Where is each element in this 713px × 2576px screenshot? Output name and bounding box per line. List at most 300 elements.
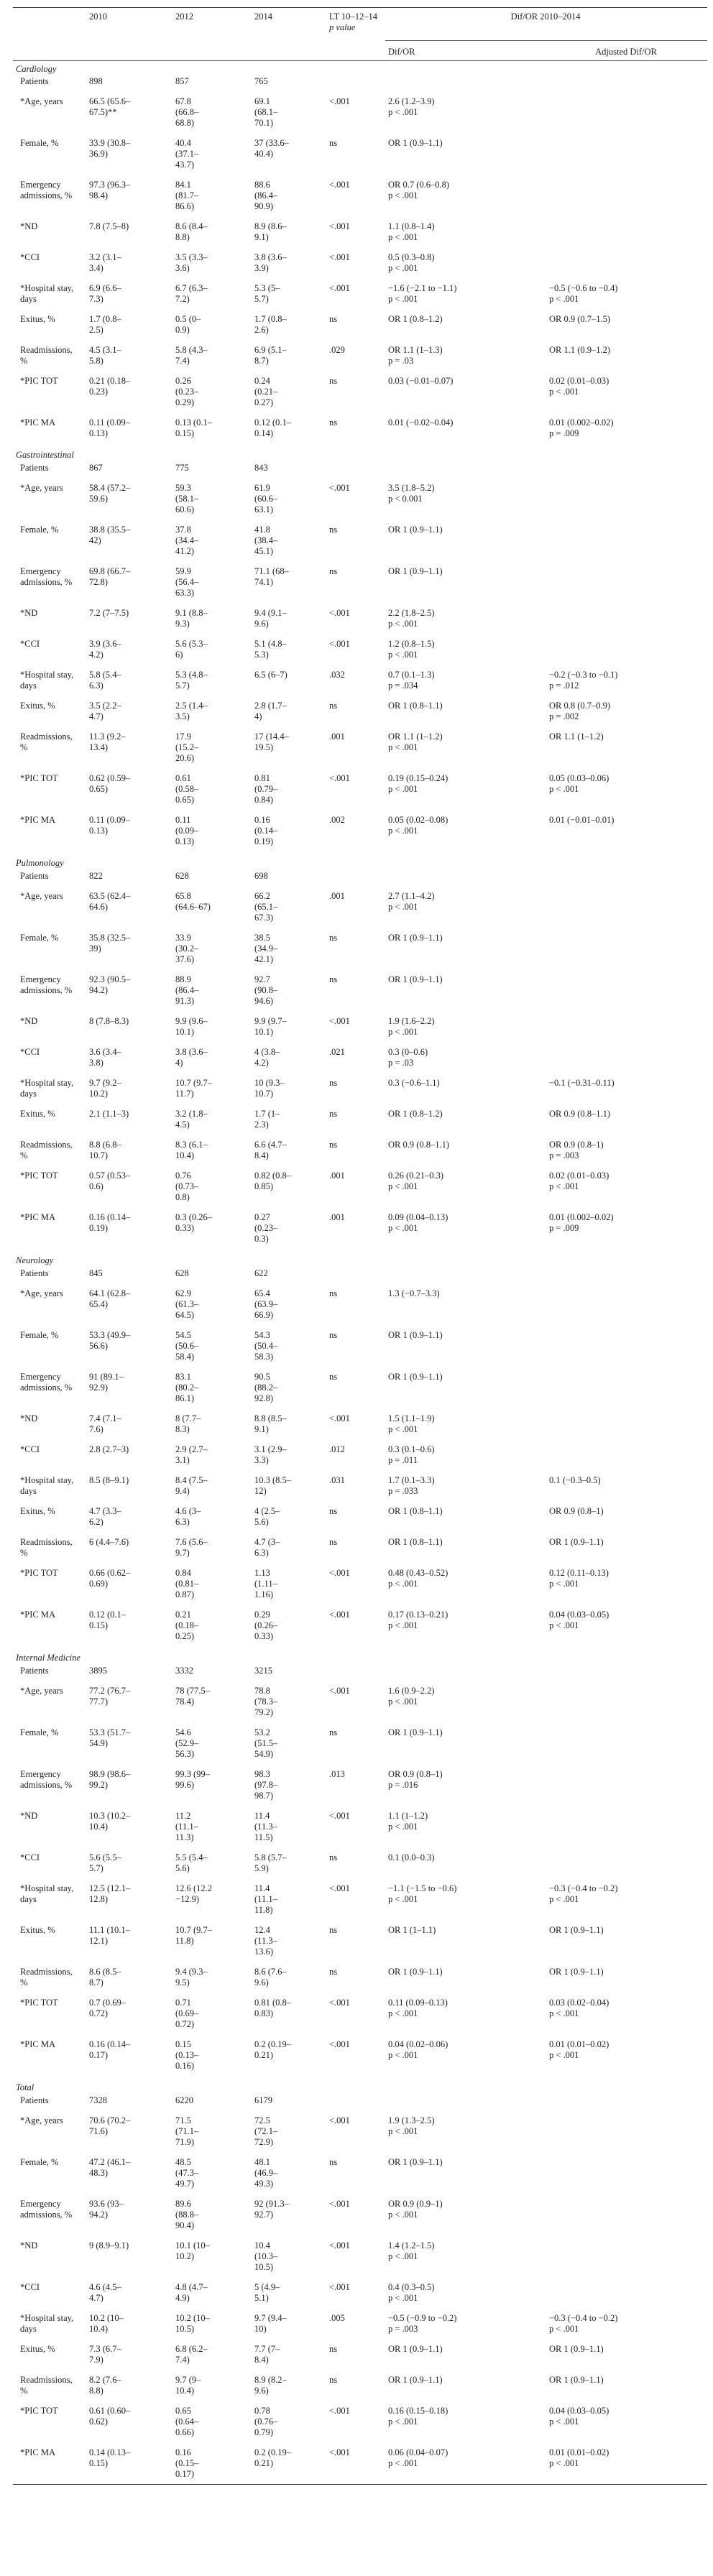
header-2014: 2014 — [254, 11, 272, 22]
cell-2012: 89.6 (88.8– 90.4) — [175, 2199, 199, 2230]
cell-adjusted-dif-or — [546, 973, 707, 1015]
cell-dif-or: OR 1 (0.9–1.1) — [388, 974, 443, 984]
cell-adjusted-dif-or — [546, 1370, 707, 1412]
cell-2014: 4 (3.8– 4.2) — [254, 1047, 280, 1068]
cell-lt-pvalue: .032 — [329, 670, 345, 680]
table-row — [13, 461, 707, 481]
cell-2010: 53.3 (49.9– 56.6) — [89, 1330, 131, 1351]
row-label: *Hospital stay, days — [20, 670, 74, 691]
cell-2012: 17.9 (15.2– 20.6) — [175, 731, 199, 763]
cell-lt-pvalue: <.001 — [329, 1610, 350, 1620]
cell-adjusted-dif-or — [546, 461, 707, 481]
cell-dif-or: OR 1 (0.9–1.1) — [388, 1330, 443, 1340]
cell-2012: 10.1 (10– 10.2) — [175, 2240, 210, 2261]
cell-lt-pvalue: <.001 — [329, 283, 350, 293]
cell-adjusted-dif-or: 0.01 (0.01–0.02) p < .001 — [549, 2447, 610, 2468]
cell-2010: 10.2 (10– 10.4) — [89, 2313, 124, 2334]
cell-2014: 71.1 (68– 74.1) — [254, 566, 289, 587]
cell-2010: 66.5 (65.6– 67.5)** — [89, 96, 131, 117]
table-row — [13, 699, 707, 730]
cell-adjusted-dif-or: −0.1 (−0.31–0.11) — [549, 1078, 615, 1088]
table-row — [13, 137, 707, 178]
cell-lt-pvalue: .005 — [329, 2313, 345, 2323]
cell-2014: 7.7 (7– 8.4) — [254, 2344, 280, 2365]
cell-2010: 0.61 (0.60– 0.62) — [89, 2406, 131, 2427]
cell-2012: 9.1 (8.8– 9.3) — [175, 608, 208, 629]
cell-lt-pvalue: .029 — [329, 345, 345, 355]
header-lt-label: LT 10–12–14 — [329, 11, 378, 22]
cell-2014: 0.82 (0.8– 0.85) — [254, 1171, 292, 1191]
cell-2010: 4.5 (3.1– 5.8) — [89, 345, 121, 366]
section-row — [13, 1252, 707, 1267]
row-label: *CCI — [20, 2282, 40, 2292]
cell-2012: 8 (7.7– 8.3) — [175, 1413, 201, 1434]
cell-2014: 9.7 (9.4– 10) — [254, 2313, 287, 2334]
row-label: Readmissions, % — [20, 1140, 73, 1160]
cell-2010: 97.3 (96.3– 98.4) — [89, 180, 131, 200]
cell-2014: 0.24 (0.21– 0.27) — [254, 376, 278, 407]
cell-lt-pvalue: ns — [329, 417, 338, 428]
cell-lt-pvalue: <.001 — [329, 639, 350, 649]
cell-2014: 0.16 (0.14– 0.19) — [254, 815, 278, 846]
table-row — [13, 2239, 707, 2281]
cell-2014: 78.8 (78.3– 79.2) — [254, 1686, 278, 1717]
cell-2014: 765 — [254, 76, 268, 86]
cell-dif-or: 1.6 (0.9–2.2) p < .001 — [388, 1686, 435, 1707]
cell-adjusted-dif-or — [546, 1045, 707, 1076]
cell-lt-pvalue: .001 — [329, 731, 345, 742]
row-label: *Age, years — [20, 1686, 63, 1696]
cell-2010: 0.12 (0.1– 0.15) — [89, 1610, 126, 1630]
cell-2014: 12.4 (11.3– 13.6) — [254, 1925, 277, 1957]
cell-2014: 698 — [254, 871, 268, 881]
cell-2012: 5.3 (4.8– 5.7) — [175, 670, 208, 691]
cell-2010: 3.9 (3.6– 4.2) — [89, 639, 121, 660]
cell-dif-or: 1.7 (0.1–3.3) p = .033 — [388, 1475, 435, 1496]
table-row — [13, 730, 707, 772]
cell-lt-pvalue: <.001 — [329, 1568, 350, 1578]
cell-lt-pvalue: .001 — [329, 891, 345, 901]
cell-2014: 4.7 (3– 6.3) — [254, 1537, 280, 1558]
cell-adjusted-dif-or: 0.01 (0.002–0.02) p = .009 — [549, 417, 614, 438]
cell-2012: 78 (77.5– 78.4) — [175, 1686, 210, 1707]
row-label: *Hospital stay, days — [20, 1883, 74, 1904]
cell-2014: 8.9 (8.6– 9.1) — [254, 221, 287, 242]
cell-2014: 843 — [254, 463, 268, 473]
table-body — [13, 60, 707, 2485]
cell-2010: 77.2 (76.7– 77.7) — [89, 1686, 131, 1707]
cell-lt-pvalue: ns — [329, 2344, 338, 2354]
cell-lt-pvalue: <.001 — [329, 2199, 350, 2209]
cell-lt-pvalue: <.001 — [329, 483, 350, 493]
table-row — [13, 1882, 707, 1924]
table-row — [13, 1726, 707, 1768]
cell-dif-or — [385, 1664, 546, 1684]
table-row — [13, 2404, 707, 2446]
section-row — [13, 447, 707, 461]
row-label: *CCI — [20, 1852, 40, 1862]
row-label: Exitus, % — [20, 1925, 55, 1935]
cell-adjusted-dif-or — [546, 220, 707, 251]
cell-dif-or: −1.1 (−1.5 to −0.6) p < .001 — [388, 1883, 457, 1904]
cell-2014: 6.6 (4.7– 8.4) — [254, 1140, 287, 1160]
cell-2010: 8 (7.8–8.3) — [89, 1016, 129, 1026]
cell-2010: 63.5 (62.4– 64.6) — [89, 891, 131, 912]
cell-lt-pvalue: ns — [329, 2157, 338, 2167]
cell-2012: 857 — [175, 76, 189, 86]
cell-lt-pvalue: <.001 — [329, 2115, 350, 2125]
cell-dif-or: OR 0.9 (0.8–1.1) — [388, 1140, 450, 1150]
table-row — [13, 1443, 707, 1474]
table-row — [13, 1370, 707, 1412]
cell-lt-pvalue: <.001 — [329, 1811, 350, 1821]
row-label: Exitus, % — [20, 314, 55, 324]
cell-2010: 38.8 (35.5– 42) — [89, 525, 131, 545]
section-title: Internal Medicine — [16, 1653, 80, 1663]
cell-dif-or: OR 1 (1–1.1) — [388, 1925, 436, 1935]
table-row — [13, 1045, 707, 1076]
table-row — [13, 220, 707, 251]
cell-2012: 67.8 (66.8– 68.8) — [175, 96, 199, 128]
cell-2010: 0.57 (0.53– 0.6) — [89, 1171, 131, 1191]
cell-2014: 9.9 (9.7– 10.1) — [254, 1016, 287, 1037]
cell-2014: 53.2 (51.5– 54.9) — [254, 1727, 278, 1759]
cell-2010: 9 (8.9–9.1) — [89, 2240, 129, 2250]
cell-2012: 54.6 (52.9– 56.3) — [175, 1727, 199, 1759]
row-label: *CCI — [20, 1444, 40, 1454]
cell-2014: 48.1 (46.9– 49.3) — [254, 2157, 278, 2189]
cell-2014: 1.13 (1.11– 1.16) — [254, 1568, 277, 1599]
section-title: Total — [16, 2082, 34, 2092]
row-label: Emergency admissions, % — [20, 2199, 73, 2220]
cell-dif-or: 0.16 (0.15–0.18) p < .001 — [388, 2406, 448, 2427]
table-row — [13, 1684, 707, 1726]
cell-2014: 38.5 (34.9– 42.1) — [254, 933, 278, 964]
cell-dif-or: OR 1 (0.9–1.1) — [388, 2344, 443, 2354]
cell-adjusted-dif-or — [546, 2114, 707, 2156]
row-label: Patients — [20, 1268, 49, 1278]
row-label: Patients — [20, 1666, 49, 1676]
row-label: *ND — [20, 1811, 38, 1821]
cell-2010: 8.6 (8.5– 8.7) — [89, 1967, 121, 1988]
cell-2010: 0.21 (0.18– 0.23) — [89, 376, 131, 397]
cell-2012: 9.4 (9.3– 9.5) — [175, 1967, 208, 1988]
section-title: Gastrointestinal — [16, 450, 74, 460]
cell-adjusted-dif-or — [546, 1267, 707, 1287]
cell-2010: 8.2 (7.6– 8.8) — [89, 2375, 121, 2396]
row-label: *CCI — [20, 1047, 40, 1057]
cell-2012: 5.6 (5.3– 6) — [175, 639, 208, 660]
cell-2010: 69.8 (66.7– 72.8) — [89, 566, 131, 587]
cell-adjusted-dif-or — [546, 1684, 707, 1726]
cell-2010: 0.11 (0.09– 0.13) — [89, 815, 130, 836]
cell-dif-or: 0.3 (−0.6–1.1) — [388, 1078, 440, 1088]
cell-adjusted-dif-or: −0.3 (−0.4 to −0.2) p < .001 — [549, 1883, 618, 1904]
cell-2014: 0.78 (0.76– 0.79) — [254, 2406, 278, 2437]
cell-adjusted-dif-or: OR 1.1 (1–1.2) — [549, 731, 604, 742]
section-row — [13, 2079, 707, 2094]
row-label: Readmissions, % — [20, 345, 73, 366]
cell-lt-pvalue: <.001 — [329, 96, 350, 106]
cell-lt-pvalue: ns — [329, 525, 338, 535]
cell-2010: 7328 — [89, 2095, 107, 2105]
cell-adjusted-dif-or: 0.02 (0.01–0.03) p < .001 — [549, 1171, 610, 1191]
cell-dif-or: OR 1 (0.9–1.1) — [388, 1727, 443, 1737]
cell-2010: 7.3 (6.7– 7.9) — [89, 2344, 121, 2365]
cell-dif-or: OR 1.1 (1–1.3) p = .03 — [388, 345, 443, 366]
table-row — [13, 1505, 707, 1536]
row-label: Patients — [20, 2095, 49, 2105]
cell-2012: 0.13 (0.1– 0.15) — [175, 417, 213, 438]
cell-lt-pvalue: ns — [329, 376, 338, 386]
cell-2014: 8.6 (7.6– 9.6) — [254, 1967, 287, 1988]
row-label: *CCI — [20, 252, 40, 262]
table-row — [13, 95, 707, 137]
cell-lt-pvalue: ns — [329, 1140, 338, 1150]
cell-2014: 0.27 (0.23– 0.3) — [254, 1212, 278, 1244]
row-label: *CCI — [20, 639, 40, 649]
cell-adjusted-dif-or — [546, 565, 707, 606]
cell-lt-pvalue: <.001 — [329, 1998, 350, 2008]
cell-dif-or: 0.17 (0.13–0.21) p < .001 — [388, 1610, 448, 1630]
table-row — [13, 2114, 707, 2156]
cell-2010: 92.3 (90.5– 94.2) — [89, 974, 131, 995]
cell-adjusted-dif-or — [546, 1287, 707, 1329]
cell-2012: 0.71 (0.69– 0.72) — [175, 1998, 199, 2029]
cell-lt-pvalue: ns — [329, 1967, 338, 1977]
table-row — [13, 282, 707, 313]
cell-adjusted-dif-or: 0.04 (0.03–0.05) p < .001 — [549, 1610, 610, 1630]
cell-dif-or: OR 0.7 (0.6–0.8) p < .001 — [388, 180, 450, 200]
cell-lt-pvalue: ns — [329, 314, 338, 324]
cell-2012: 65.8 (64.6–67) — [175, 891, 211, 912]
cell-2010: 64.1 (62.8– 65.4) — [89, 1288, 131, 1309]
row-label: Emergency admissions, % — [20, 974, 73, 995]
cell-dif-or: 1.1 (0.8–1.4) p < .001 — [388, 221, 435, 242]
table-row — [13, 2038, 707, 2079]
cell-2010: 0.7 (0.69– 0.72) — [89, 1998, 126, 2018]
row-label: *PIC TOT — [20, 2406, 58, 2416]
cell-2010: 0.66 (0.62– 0.69) — [89, 1568, 131, 1589]
cell-adjusted-dif-or — [546, 637, 707, 668]
cell-2014: 98.3 (97.8– 98.7) — [254, 1769, 278, 1801]
cell-lt-pvalue: ns — [329, 566, 338, 576]
cell-2012: 7.6 (5.6– 9.7) — [175, 1537, 208, 1558]
cell-2014: 2.8 (1.7– 4) — [254, 701, 287, 721]
cell-2014: 66.2 (65.1– 67.3) — [254, 891, 278, 923]
cell-2014: 10 (9.3– 10.7) — [254, 1078, 285, 1099]
row-label: Readmissions, % — [20, 1967, 73, 1988]
table-header — [13, 8, 707, 61]
cell-adjusted-dif-or: OR 1 (0.9–1.1) — [549, 2375, 604, 2385]
cell-lt-pvalue — [326, 1267, 385, 1287]
cell-dif-or: 0.01 (−0.02–0.04) — [388, 417, 454, 428]
cell-dif-or: 0.7 (0.1–1.3) p = .034 — [388, 670, 435, 691]
cell-2010: 35.8 (32.5– 39) — [89, 933, 131, 954]
cell-2014: 65.4 (63.9– 66.9) — [254, 1288, 278, 1320]
cell-adjusted-dif-or — [546, 178, 707, 220]
row-label: *Age, years — [20, 1288, 63, 1298]
table-row — [13, 1015, 707, 1045]
cell-2010: 2.8 (2.7–3) — [89, 1444, 129, 1454]
cell-adjusted-dif-or — [546, 1851, 707, 1882]
table-row — [13, 416, 707, 447]
cell-dif-or: OR 1 (0.9–1.1) — [388, 1967, 443, 1977]
table-row — [13, 313, 707, 343]
cell-2014: 8.8 (8.5– 9.1) — [254, 1413, 287, 1434]
row-label: Female, % — [20, 525, 59, 535]
cell-2014: 4 (2.5– 5.6) — [254, 1506, 280, 1527]
cell-dif-or: 0.05 (0.02–0.08) p < .001 — [388, 815, 448, 836]
cell-2012: 0.61 (0.58– 0.65) — [175, 773, 199, 805]
cell-dif-or: 1.9 (1.6–2.2) p < .001 — [388, 1016, 435, 1037]
row-label: Readmissions, % — [20, 1537, 73, 1558]
cell-2014: 1.7 (1– 2.3) — [254, 1109, 280, 1130]
cell-2010: 0.11 (0.09– 0.13) — [89, 417, 130, 438]
row-label: Emergency admissions, % — [20, 1372, 73, 1393]
cell-2010: 0.16 (0.14– 0.19) — [89, 1212, 131, 1233]
table-row — [13, 2156, 707, 2197]
cell-2014: 3.1 (2.9– 3.3) — [254, 1444, 287, 1465]
cell-2014: 17 (14.4– 19.5) — [254, 731, 289, 752]
cell-dif-or: OR 1 (0.9–1.1) — [388, 138, 443, 148]
cell-2010: 33.9 (30.8– 36.9) — [89, 138, 131, 159]
row-label: Patients — [20, 463, 49, 473]
row-label: *PIC TOT — [20, 1568, 58, 1578]
cell-dif-or: 0.5 (0.3–0.8) p < .001 — [388, 252, 435, 273]
cell-2012: 628 — [175, 1268, 189, 1278]
cell-2012: 62.9 (61.3– 64.5) — [175, 1288, 199, 1320]
table-row — [13, 565, 707, 606]
cell-adjusted-dif-or — [546, 606, 707, 637]
cell-adjusted-dif-or: OR 1 (0.9–1.1) — [549, 1537, 604, 1547]
cell-2014: 11.4 (11.3– 11.5) — [254, 1811, 277, 1842]
cell-adjusted-dif-or: −0.3 (−0.4 to −0.2) p < .001 — [549, 2313, 618, 2334]
cell-2010: 53.3 (51.7– 54.9) — [89, 1727, 131, 1748]
cell-adjusted-dif-or: −0.2 (−0.3 to −0.1) p = .012 — [549, 670, 618, 691]
header-lt — [326, 8, 385, 41]
cell-2010: 7.4 (7.1– 7.6) — [89, 1413, 121, 1434]
cell-lt-pvalue: ns — [329, 1109, 338, 1119]
cell-adjusted-dif-or — [546, 523, 707, 565]
table-row — [13, 1965, 707, 1996]
cell-2012: 12.6 (12.2 −12.9) — [175, 1883, 213, 1904]
row-label: Patients — [20, 871, 49, 881]
table-row — [13, 973, 707, 1015]
cell-2012: 5.8 (4.3– 7.4) — [175, 345, 208, 366]
table-row — [13, 1138, 707, 1169]
cell-adjusted-dif-or — [546, 95, 707, 137]
cell-2014: 8.9 (8.2– 9.6) — [254, 2375, 287, 2396]
cell-adjusted-dif-or — [546, 2156, 707, 2197]
cell-dif-or: 0.26 (0.21–0.3) p < .001 — [388, 1171, 444, 1191]
row-label: Exitus, % — [20, 701, 55, 711]
cell-2012: 0.65 (0.64– 0.66) — [175, 2406, 199, 2437]
cell-2012: 3332 — [175, 1666, 193, 1676]
cell-2012: 5.5 (5.4– 5.6) — [175, 1852, 208, 1873]
cell-dif-or: 0.48 (0.43–0.52) p < .001 — [388, 1568, 448, 1589]
cell-2012: 71.5 (71.1– 71.9) — [175, 2115, 199, 2147]
cell-dif-or: −1.6 (−2.1 to −1.1) p < .001 — [388, 283, 457, 304]
cell-lt-pvalue: ns — [329, 138, 338, 148]
row-label: *ND — [20, 1016, 38, 1026]
cell-2012: 10.2 (10– 10.5) — [175, 2313, 210, 2334]
cell-adjusted-dif-or — [546, 2094, 707, 2114]
cell-2010: 8.8 (6.8– 10.7) — [89, 1140, 121, 1160]
table-row — [13, 374, 707, 416]
cell-lt-pvalue: <.001 — [329, 2282, 350, 2292]
cell-lt-pvalue: <.001 — [329, 1413, 350, 1423]
cell-2014: 9.4 (9.1– 9.6) — [254, 608, 287, 629]
cell-lt-pvalue: .021 — [329, 1047, 345, 1057]
section-title: Pulmonology — [16, 858, 64, 868]
cell-dif-or: 0.06 (0.04–0.07) p < .001 — [388, 2447, 448, 2468]
cell-lt-pvalue: <.001 — [329, 2240, 350, 2250]
cell-2010: 867 — [89, 463, 103, 473]
cell-adjusted-dif-or — [546, 1015, 707, 1045]
cell-2012: 8.6 (8.4– 8.8) — [175, 221, 208, 242]
row-label: *ND — [20, 2240, 38, 2250]
cell-lt-pvalue: <.001 — [329, 252, 350, 262]
cell-2010: 9.7 (9.2– 10.2) — [89, 1078, 121, 1099]
row-label: *Age, years — [20, 2115, 63, 2125]
cell-2014: 92.7 (90.8– 94.6) — [254, 974, 278, 1006]
row-label: *PIC MA — [20, 417, 55, 428]
cell-2012: 10.7 (9.7– 11.8) — [175, 1925, 213, 1946]
cell-adjusted-dif-or — [546, 137, 707, 178]
row-label: *PIC TOT — [20, 773, 58, 783]
table-row — [13, 2281, 707, 2312]
cell-2012: 3.8 (3.6– 4) — [175, 1047, 208, 1068]
cell-2012: 8.3 (6.1– 10.4) — [175, 1140, 208, 1160]
cell-2012: 8.4 (7.5– 9.4) — [175, 1475, 208, 1496]
row-label: *PIC TOT — [20, 376, 58, 386]
cell-2012: 0.11 (0.09– 0.13) — [175, 815, 199, 846]
cell-2014: 0.81 (0.79– 0.84) — [254, 773, 278, 805]
cell-2014: 5.1 (4.8– 5.3) — [254, 639, 287, 660]
cell-2010: 3.5 (2.2– 4.7) — [89, 701, 121, 721]
cell-adjusted-dif-or — [546, 1412, 707, 1443]
cell-dif-or: 0.04 (0.02–0.06) p < .001 — [388, 2039, 448, 2060]
row-label: Exitus, % — [20, 2344, 55, 2354]
cell-dif-or: 0.03 (−0.01–0.07) — [388, 376, 454, 386]
cell-lt-pvalue: .013 — [329, 1769, 345, 1779]
cell-2012: 0.76 (0.73– 0.8) — [175, 1171, 199, 1202]
cell-adjusted-dif-or: 0.01 (0.002–0.02) p = .009 — [549, 1212, 614, 1233]
cell-2010: 1.7 (0.8– 2.5) — [89, 314, 121, 335]
row-label: *PIC MA — [20, 2039, 55, 2049]
cell-2014: 90.5 (88.2– 92.8) — [254, 1372, 278, 1403]
header-lt-sub: p value — [329, 22, 356, 32]
table-row — [13, 606, 707, 637]
cell-adjusted-dif-or: 0.01 (−0.01–0.01) — [549, 815, 615, 825]
cell-lt-pvalue: <.001 — [329, 2039, 350, 2049]
cell-lt-pvalue — [326, 75, 385, 95]
table-row — [13, 1107, 707, 1138]
cell-dif-or: 1.9 (1.3–2.5) p < .001 — [388, 2115, 435, 2136]
cell-dif-or: OR 1 (0.8–1.2) — [388, 1109, 443, 1119]
cell-dif-or — [385, 2094, 546, 2114]
cell-adjusted-dif-or: 0.04 (0.03–0.05) p < .001 — [549, 2406, 610, 2427]
cell-adjusted-dif-or: 0.1 (−0.3–0.5) — [549, 1475, 601, 1485]
cell-2010: 2.1 (1.1–3) — [89, 1109, 129, 1119]
cell-lt-pvalue: .012 — [329, 1444, 345, 1454]
cell-lt-pvalue: <.001 — [329, 2447, 350, 2457]
cell-dif-or: 2.7 (1.1–4.2) p < .001 — [388, 891, 435, 912]
row-label: Emergency admissions, % — [20, 566, 73, 587]
cell-dif-or: 2.2 (1.8–2.5) p < .001 — [388, 608, 435, 629]
cell-2012: 775 — [175, 463, 189, 473]
